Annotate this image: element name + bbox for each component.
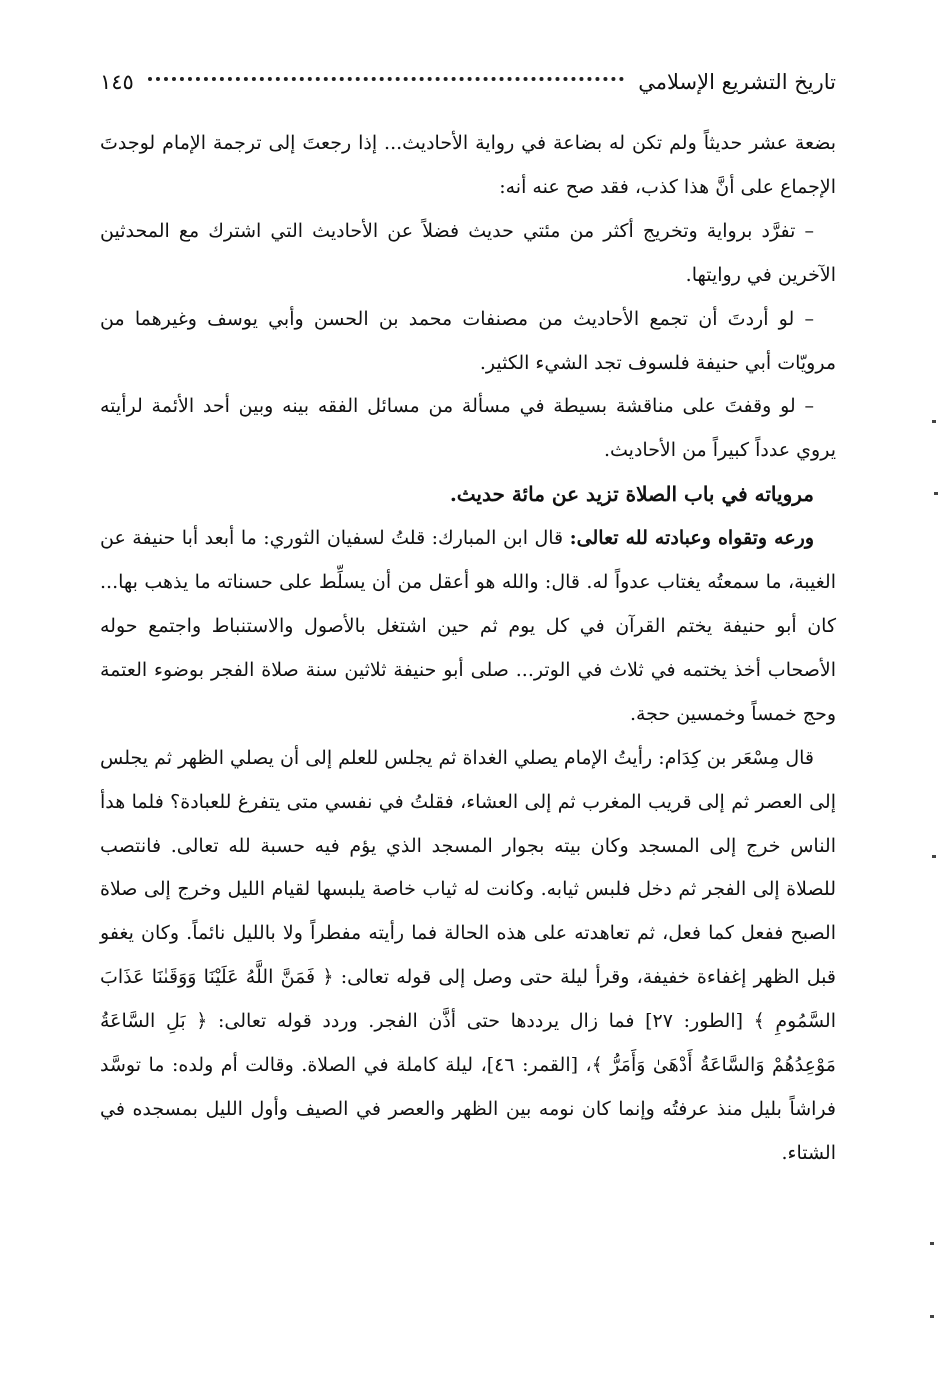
bullet-paragraph-2: – لو أردتَ أن تجمع الأحاديث من مصنفات محمد بن الحسن وأبي يوسف وغيرهما من مرويّات أبي حنيفة فلسوف تجد الشيء الكثير. xyxy=(100,307,836,374)
section-heading-prayer: مروياته في باب الصلاة تزيد عن مائة حديث. xyxy=(449,482,814,507)
scan-mark xyxy=(932,855,936,858)
scan-mark xyxy=(934,492,938,495)
paragraph-1: بضعة عشر حديثاً ولم تكن له بضاعة في رواية الأحاديث... إذا رجعتَ إلى ترجمة الإمام لوجدتَ الإجماع على أنَّ هذا كذب، فقد صح عنه أنه: xyxy=(100,132,836,198)
paragraph-piety xyxy=(100,517,836,737)
running-header xyxy=(100,70,836,114)
bullet-paragraph-3: – لو وقفتَ على مناقشة بسيطة في مسألة من مسائل الفقه بينه وبين أحد الأئمة لرأيته يروي عدداً كبيراً من الأحاديث. xyxy=(100,395,836,462)
scan-mark xyxy=(932,420,936,423)
scan-mark xyxy=(930,1315,934,1318)
section-heading-piety: ورعه وتقواه وعبادته لله تعالى: xyxy=(569,527,815,550)
header-dotted-leader xyxy=(148,77,624,81)
scan-mark xyxy=(930,1242,934,1245)
running-title: تاريخ التشريع الإسلامي xyxy=(638,70,836,94)
book-page xyxy=(100,70,836,1176)
paragraph-misar: قال مِسْعَر بن كِدَام: رأيتُ الإمام يصلي الغداة ثم يجلس للعلم إلى أن يصلي الظهر ثم يجلس إلى العصر ثم إلى قريب المغرب ثم إلى العشاء، فقلتُ في نفسي متى يتفرغ للعبادة؟ فلما هدأ الناس خرج إلى المسجد وكان بيته بجوار المسجد الذي يؤم فيه حسبة لله تعالى. فانتصب للصلاة إلى الفجر ثم دخل فلبس ثيابه. وكانت له ثياب خاصة يلبسها لقيام الليل وخرج إلى صلاة الصبح ففعل كما فعل، ثم تعاهدته على هذه الحالة فما رأيته مفطراً ولا بالليل نائماً. وكان يغفو قبل الظهر إغفاءة خفيفة، وقرأ ليلة حتى وصل إلى قوله تعالى: ﴿ فَمَنَّ اللَّهُ عَلَيْنَا وَوَقَىٰنَا عَذَابَ السَّمُومِ ﴾ [الطور: ٢٧] فما زال يرددها حتى أذَّن الفجر. وردد قوله تعالى: ﴿ بَلِ السَّاعَةُ مَوْعِدُهُمْ وَالسَّاعَةُ أَدْهَىٰ وَأَمَرُّ ﴾، [القمر: ٤٦]، ليلة كاملة في الصلاة. وقالت أم ولده: ما توسَّد فراشاً بليل منذ عرفتُه وإنما كان نومه بين الظهر والعصر في الصيف وأول الليل بمسجده في الشتاء. xyxy=(100,746,836,1164)
page-number: ١٤٥ xyxy=(100,70,134,94)
bullet-paragraph-1: – تفرَّد برواية وتخريج أكثر من مئتي حديث فضلاً عن الأحاديث التي اشترك مع المحدثين الآخرين في روايتها. xyxy=(100,219,836,286)
body-text xyxy=(100,122,836,1176)
paragraph-piety-text: قال ابن المبارك: قلتُ لسفيان الثوري: ما أبعد أبا حنيفة عن الغيبة، ما سمعتُه يغتاب عدواً له. قال: والله هو أعقل من أن يسلِّط على حسناته ما يذهب بها... كان أبو حنيفة يختم القرآن في كل يوم ثم حين اشتغل بالأصول والاستنباط واجتمع حوله الأصحاب أخذ يختمه في ثلاث في الوتر... صلى أبو حنيفة ثلاثين سنة صلاة الفجر بوضوء العتمة وحج خمساً وخمسين حجة. xyxy=(100,527,836,725)
